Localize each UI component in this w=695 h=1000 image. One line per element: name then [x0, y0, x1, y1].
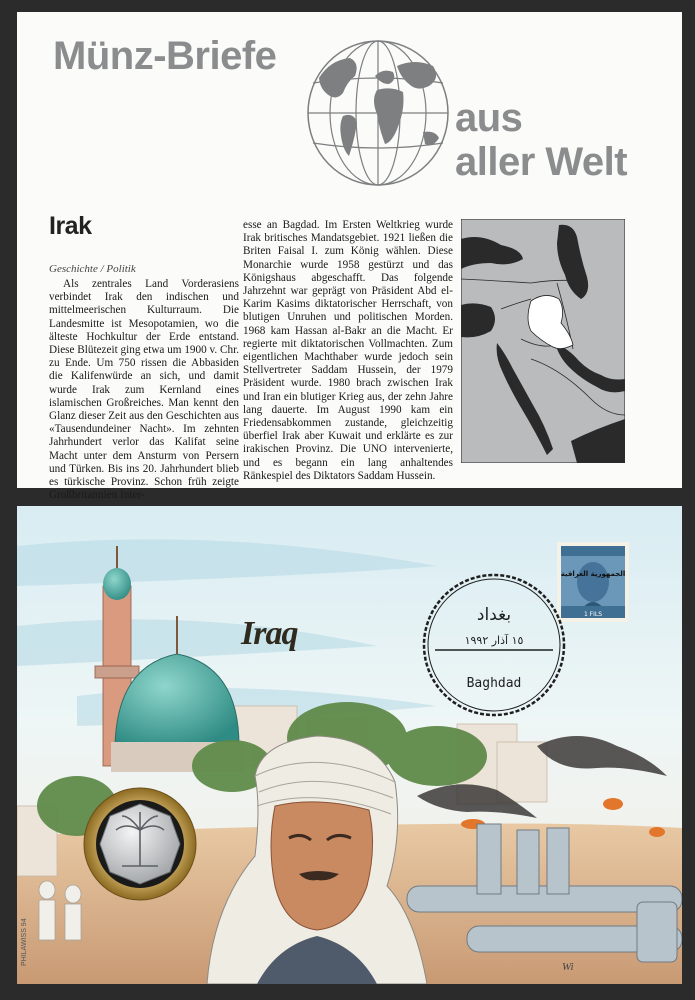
country-title: Iraq — [241, 615, 298, 652]
globe-icon — [305, 38, 451, 188]
info-card — [17, 12, 682, 502]
coin — [82, 786, 198, 902]
artist-signature: Wi — [562, 961, 574, 973]
article-paragraph-2: esse an Bagdad. Im Ersten Weltkrieg wurde Irak britisches Mandatsgebiet. 1921 ließen die Briten Faisal I. zum König wählen. Diese Monarchie wurde 1958 gestürzt und das Königshaus abgeschafft. Das folgende Jahrzehnt war geprägt von Präsident Abd el-Karim Kasims diktatorischer Herrschaft, von blutigen Unruhen und politischen Morden. 1968 kam Hassan al-Bakr an die Macht. Er regierte mit diktatorischen Vollmachten. Zum eigentlichen Machthaber wurde jedoch sein Stellvertreter Saddam Hussein, der 1979 Präsident wurde. 1980 brach zwischen Irak und Iran ein blutiger Krieg aus, der zehn Jahre lang dauerte. Im August 1990 kam ein Friedensabkommen zustande, gleichzeitig überfiel Irak aber Kuwait und erklärte es zur irakischen Provinz. Die UNO intervenierte, und es begann ein lang anhaltendes Ränkespiel des Diktators Saddam Hussein. — [243, 219, 453, 482]
stamp-value: 1 FILS — [583, 611, 603, 618]
section-label: Geschichte / Politik — [49, 263, 136, 275]
article-heading: Irak — [49, 212, 92, 240]
publisher-mark: PHILAWISS 94 — [21, 918, 28, 966]
article-column-2 — [243, 219, 453, 483]
series-title-right-1: aus — [455, 96, 523, 140]
cover-envelope — [17, 506, 682, 984]
article-paragraph-1: Als zentrales Land Vorderasiens verbindet Irak den indischen und mittelmeerischen Kulturraum. Die Landesmitte ist Mesopotamien, wo die älteste Hochkultur der Erde entstand. Diese Blütezeit ging etwa um 1900 v. Chr. zu Ende. Um 750 rissen die Abbasiden die Kalifenwürde an sich, und damit wurde Irak zum Kernland eines islamischen Großreiches. Man kennt den Glanz dieser Zeit aus den Geschichten aus «Tausendundeiner Nacht». Im zehnten Jahrhundert verlor das Kalifat seine Macht unter dem Ansturm von Persern und Türken. Bis ins 20. Jahrhundert blieb es türkische Provinz. Schon früh zeigte Großbritannien Inter- — [49, 278, 239, 502]
series-title-left: Münz-Briefe — [53, 34, 277, 78]
stamp-overprint: الجمهورية العراقية — [560, 570, 626, 578]
postage-stamp — [557, 542, 629, 622]
article-column-1 — [49, 278, 239, 502]
series-title-right-2: aller Welt — [455, 140, 628, 184]
postmark-date: ١٥ آذار ١٩٩٢ — [464, 634, 524, 647]
postmark-city-arabic: بغداد — [476, 605, 512, 625]
region-map — [461, 219, 625, 463]
postmark-city: Baghdad — [466, 676, 522, 691]
postmark — [421, 572, 567, 718]
